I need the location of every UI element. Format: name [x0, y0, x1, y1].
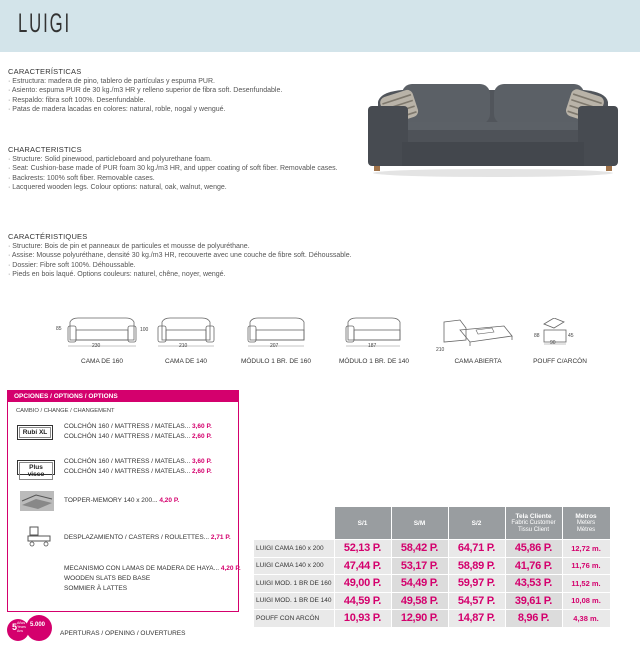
option-line: COLCHÓN 160 / MATTRESS / MATELAS... 3,60 P. — [64, 423, 212, 430]
dimension-width: 230 — [92, 343, 101, 349]
spec-line: · Patas de madera lacadas en colores: natural, roble, nogal y wengué. — [8, 106, 226, 114]
option-line: COLCHÓN 140 / MATTRESS / MATELAS... 2,60 P. — [64, 468, 212, 475]
options-panel — [7, 390, 239, 612]
dimension-width: 210 — [179, 343, 188, 349]
option-casters — [8, 524, 238, 548]
spec-line: · Structure: Solid pinewood, particleboard and polyurethane foam. — [8, 156, 212, 163]
diagram-caption: CAMA ABIERTA — [454, 358, 502, 365]
price-s2: 54,57 P. — [448, 592, 505, 610]
metros: 10,08 m. — [562, 592, 610, 610]
diagram-caption: CAMA DE 140 — [165, 358, 207, 365]
option-visco — [8, 458, 238, 480]
table-header-row — [254, 507, 611, 540]
col-header-sm: S/M — [391, 507, 448, 540]
diagram-cama-160 — [56, 316, 149, 365]
price-s1: 49,00 P. — [334, 575, 391, 593]
col-header-s1: S/1 — [334, 507, 391, 540]
spec-line: · Estructura: madera de pino, tablero de partículas y espuma PUR. — [8, 78, 215, 85]
visco-badge: Plus visco — [17, 460, 55, 475]
spec-line: · Assise: Mousse polyuréthane, densité 30 kg./m3 HR, recouverte avec une couche de fibre soft. Déhoussable. — [8, 252, 352, 260]
option-slats — [8, 565, 241, 599]
price-s2: 59,97 P. — [448, 575, 505, 593]
row-name: LUIGI CAMA 160 x 200 — [254, 540, 335, 558]
price-sm: 53,17 P. — [391, 557, 448, 575]
options-subtitle: CAMBIO / CHANGE / CHANGEMENT — [16, 408, 115, 414]
spec-line: · Lacquered wooden legs. Colour options: natural, oak, walnut, wenge. — [8, 184, 227, 192]
spec-block-fr — [8, 232, 388, 280]
option-line: COLCHÓN 140 / MATTRESS / MATELAS... 2,60 P. — [64, 433, 212, 440]
price-s2: 64,71 P. — [448, 540, 505, 558]
spec-line: · Backrests: 100% soft fiber. Removable cases. — [8, 174, 155, 182]
row-name: LUIGI CAMA 140 x 200 — [254, 557, 335, 575]
price-table — [253, 506, 611, 628]
diagram-cama-abierta — [436, 318, 516, 365]
spec-line: · Dossier: Fibre soft 100%. Déhoussable. — [8, 261, 136, 269]
dimension-width: 90 — [550, 340, 556, 346]
price-s1: 47,44 P. — [334, 557, 391, 575]
metros: 11,76 m. — [562, 557, 610, 575]
spec-heading: CARACTÉRISTIQUES — [8, 232, 88, 241]
option-line: MECANISMO CON LAMAS DE MADERA DE HAYA... 4,20 P. — [64, 565, 241, 572]
diagram-caption: CAMA DE 160 — [81, 358, 123, 365]
dimension-width: 210 — [436, 347, 445, 353]
topper-icon — [20, 491, 54, 511]
option-topper — [8, 491, 238, 513]
metros: 4,38 m. — [562, 610, 610, 628]
table-row — [254, 610, 611, 628]
option-line-en: WOODEN SLATS BED BASE — [64, 575, 151, 582]
metros: 11,52 m. — [562, 575, 610, 593]
sofa-photo — [362, 70, 624, 180]
spec-block-en — [8, 145, 388, 193]
col-header-s2: S/2 — [448, 507, 505, 540]
diagram-modulo-140 — [338, 316, 410, 365]
diagram-caption: MÓDULO 1 BR. DE 140 — [338, 358, 410, 365]
diagram-modulo-160 — [240, 316, 312, 365]
price-tela: 45,86 P. — [505, 540, 562, 558]
dimension-height: 45 — [568, 333, 574, 339]
col-header-metros: Metros Meters Mètres — [562, 507, 610, 540]
table-row — [254, 540, 611, 558]
col-header-tela: Tela Cliente Fabric Customer Tissu Client — [505, 507, 562, 540]
option-line: DESPLAZAMIENTO / CASTERS / ROULETTES... 2,71 P. — [64, 534, 231, 541]
table-row — [254, 557, 611, 575]
price-s2: 14,87 P. — [448, 610, 505, 628]
metros: 12,72 m. — [562, 540, 610, 558]
row-name: LUIGI MOD. 1 BR DE 140 — [254, 592, 335, 610]
price-sm: 58,42 P. — [391, 540, 448, 558]
table-corner — [254, 507, 335, 540]
table-row — [254, 575, 611, 593]
diagram-cama-140 — [154, 316, 218, 365]
warranty-text: Años Years Ans — [17, 621, 26, 633]
price-s1: 52,13 P. — [334, 540, 391, 558]
openings-count: 5.000 — [30, 622, 46, 628]
price-s1: 10,93 P. — [334, 610, 391, 628]
table-row — [254, 592, 611, 610]
header-banner — [0, 0, 640, 52]
rubi-badge: Rubí XL — [17, 425, 53, 440]
option-line: COLCHÓN 160 / MATTRESS / MATELAS... 3,60 P. — [64, 458, 212, 465]
options-title: OPCIONES / OPTIONS / OPTIONS — [8, 391, 238, 402]
spec-block-es — [8, 67, 388, 115]
dimension-height: 85 — [56, 326, 62, 332]
price-sm: 12,90 P. — [391, 610, 448, 628]
diagram-caption: MÓDULO 1 BR. DE 160 — [240, 358, 312, 365]
row-name: POUFF CON ARCÓN — [254, 610, 335, 628]
diagram-pouff — [533, 318, 587, 365]
price-tela: 8,96 P. — [505, 610, 562, 628]
dimension-width: 207 — [270, 343, 279, 349]
price-sm: 54,49 P. — [391, 575, 448, 593]
price-s2: 58,89 P. — [448, 557, 505, 575]
price-s1: 44,59 P. — [334, 592, 391, 610]
spec-line: · Pieds en bois laqué. Options couleurs: naturel, chêne, noyer, wengé. — [8, 271, 226, 279]
spec-line: · Structure: Bois de pin et panneaux de particules et mousse de polyuréthane. — [8, 243, 250, 250]
spec-line: · Seat: Cushion-base made of PUR foam 30 kg./m3 HR, and upper coating of soft fiber. Removable cases. — [8, 165, 338, 173]
spec-line: · Respaldo: fibra soft 100%. Desenfundable. — [8, 96, 146, 104]
diagram-caption: POUFF C/ARCÓN — [533, 358, 587, 365]
row-name: LUIGI MOD. 1 BR DE 160 — [254, 575, 335, 593]
aperturas-label: APERTURAS / OPENING / OUVERTURES — [60, 630, 186, 637]
dimension-depth: 100 — [140, 327, 149, 333]
dimension-depth: 88 — [534, 333, 540, 339]
price-tela: 39,61 P. — [505, 592, 562, 610]
warranty-years: 5 — [12, 622, 18, 632]
price-tela: 41,76 P. — [505, 557, 562, 575]
dimension-width: 187 — [368, 343, 377, 349]
spec-line: · Asiento: espuma PUR de 30 kg./m3 HR y relleno superior de fibra soft. Desenfundable. — [8, 87, 283, 95]
price-tela: 43,53 P. — [505, 575, 562, 593]
price-sm: 49,58 P. — [391, 592, 448, 610]
spec-heading: CARACTERÍSTICAS — [8, 67, 82, 76]
option-line: TOPPER-MEMORY 140 x 200... 4,20 P. — [64, 497, 180, 504]
option-rubi — [8, 423, 238, 445]
spec-heading: CHARACTERISTICS — [8, 145, 82, 154]
product-title: LUIGI — [18, 8, 72, 38]
casters-icon — [24, 524, 52, 548]
option-line-fr: SOMMIER À LATTES — [64, 585, 128, 592]
